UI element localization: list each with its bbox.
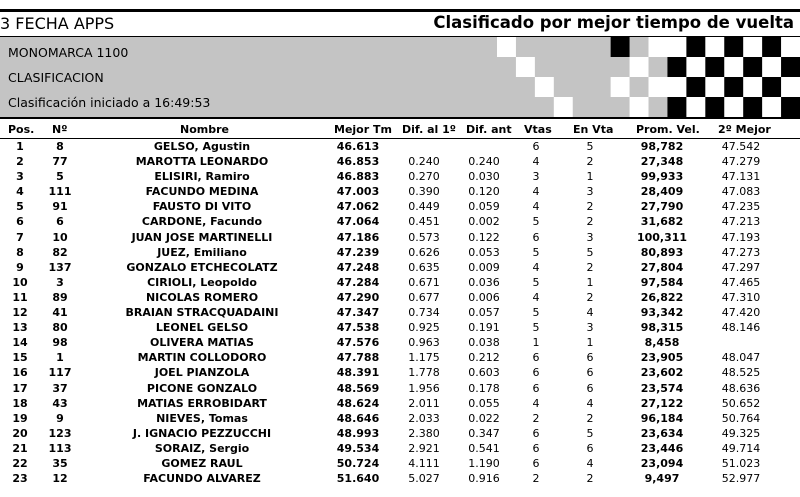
driver-name-cell: LEONEL GELSO xyxy=(155,321,249,335)
table-row xyxy=(0,290,800,305)
number-cell: 117 xyxy=(48,366,72,380)
table-row xyxy=(0,365,800,380)
avg-speed-cell: 99,933 xyxy=(640,170,684,184)
on-lap-cell: 6 xyxy=(586,441,594,455)
laps-cell: 4 xyxy=(532,200,540,214)
driver-name-cell: GONZALO ETCHECOLATZ xyxy=(126,260,278,274)
driver-name-cell: CIRIOLI, Leopoldo xyxy=(147,275,257,289)
diff-prev-cell: 0.603 xyxy=(468,366,500,380)
best-time-cell: 47.248 xyxy=(336,260,380,274)
driver-name-cell: JOEL PIANZOLA xyxy=(154,366,250,380)
laps-cell: 6 xyxy=(532,426,540,440)
on-lap-cell: 6 xyxy=(586,366,594,380)
col-on-lap: En Vta xyxy=(573,123,614,136)
table-row xyxy=(0,396,800,411)
diff-prev-cell: 0.191 xyxy=(468,321,500,335)
diff-prev-cell: 0.541 xyxy=(468,441,500,455)
diff-prev-cell: 0.059 xyxy=(468,200,500,214)
table-row xyxy=(0,456,800,471)
driver-name-cell: MATIAS ERROBIDART xyxy=(137,396,267,410)
laps-cell: 4 xyxy=(532,155,540,169)
on-lap-cell: 3 xyxy=(586,321,594,335)
best-time-cell: 48.993 xyxy=(336,426,380,440)
pos-cell: 2 xyxy=(16,155,24,169)
table-row xyxy=(0,305,800,320)
laps-cell: 2 xyxy=(532,411,540,425)
second-best-cell: 47.131 xyxy=(721,170,761,184)
second-best-cell: 47.297 xyxy=(721,260,761,274)
diff-first-cell: 0.677 xyxy=(408,290,440,304)
avg-speed-cell: 23,905 xyxy=(640,351,684,365)
diff-first-cell: 0.635 xyxy=(408,260,440,274)
number-cell: 35 xyxy=(52,456,68,470)
best-time-cell: 47.284 xyxy=(336,275,380,289)
second-best-cell: 47.420 xyxy=(721,306,761,320)
table-row xyxy=(0,245,800,260)
second-best-cell: 47.213 xyxy=(721,215,761,229)
driver-name-cell: GOMEZ RAUL xyxy=(161,456,243,470)
best-time-cell: 47.347 xyxy=(336,306,380,320)
diff-prev-cell: 0.009 xyxy=(468,260,500,274)
diff-first-cell: 1.778 xyxy=(408,366,440,380)
driver-name-cell: J. IGNACIO PEZZUCCHI xyxy=(132,426,272,440)
table-row xyxy=(0,426,800,441)
pos-cell: 22 xyxy=(12,456,28,470)
table-row xyxy=(0,139,800,154)
second-best-cell: 47.279 xyxy=(721,155,761,169)
pos-cell: 20 xyxy=(12,426,28,440)
pos-cell: 5 xyxy=(16,200,24,214)
second-best-cell: 49.714 xyxy=(721,441,761,455)
laps-cell: 5 xyxy=(532,321,540,335)
diff-first-cell: 2.011 xyxy=(408,396,440,410)
diff-prev-cell: 0.002 xyxy=(468,215,500,229)
second-best-cell: 47.235 xyxy=(721,200,761,214)
diff-first-cell: 0.671 xyxy=(408,275,440,289)
best-time-cell: 47.064 xyxy=(336,215,380,229)
table-row xyxy=(0,154,800,169)
laps-cell: 4 xyxy=(532,396,540,410)
avg-speed-cell: 97,584 xyxy=(640,275,684,289)
report-title: Clasificado por mejor tiempo de vuelta xyxy=(433,13,794,32)
diff-prev-cell: 0.055 xyxy=(468,396,500,410)
laps-cell: 6 xyxy=(532,456,540,470)
laps-cell: 2 xyxy=(532,472,540,486)
on-lap-cell: 5 xyxy=(586,140,594,153)
diff-first-cell: 5.027 xyxy=(408,472,440,486)
pos-cell: 15 xyxy=(12,351,28,365)
second-best-cell: 48.047 xyxy=(721,351,761,365)
best-time-cell: 47.788 xyxy=(336,351,380,365)
best-time-cell: 48.391 xyxy=(336,366,380,380)
number-cell: 6 xyxy=(56,215,64,229)
pos-cell: 17 xyxy=(12,381,28,395)
on-lap-cell: 5 xyxy=(586,245,594,259)
pos-cell: 12 xyxy=(12,306,28,320)
col-second-best: 2º Mejor xyxy=(718,123,771,136)
pos-cell: 23 xyxy=(12,472,28,486)
on-lap-cell: 4 xyxy=(586,396,594,410)
on-lap-cell: 2 xyxy=(586,411,594,425)
driver-name-cell: NIEVES, Tomas xyxy=(156,411,248,425)
pos-cell: 9 xyxy=(16,260,24,274)
number-cell: 111 xyxy=(48,185,72,199)
best-time-cell: 47.062 xyxy=(336,200,380,214)
on-lap-cell: 2 xyxy=(586,155,594,169)
diff-prev-cell: 0.030 xyxy=(468,170,500,184)
laps-cell: 3 xyxy=(532,170,540,184)
best-time-cell: 51.640 xyxy=(336,472,380,486)
on-lap-cell: 1 xyxy=(586,275,594,289)
diff-first-cell: 0.451 xyxy=(408,215,440,229)
diff-first-cell: 0.963 xyxy=(408,336,440,350)
driver-name-cell: FACUNDO ALVAREZ xyxy=(143,472,261,486)
second-best-cell: 48.146 xyxy=(721,321,761,335)
laps-cell: 6 xyxy=(532,381,540,395)
table-row xyxy=(0,169,800,184)
diff-prev-cell: 0.057 xyxy=(468,306,500,320)
category-label: MONOMARCA 1100 xyxy=(8,45,129,60)
on-lap-cell: 2 xyxy=(586,290,594,304)
avg-speed-cell: 100,311 xyxy=(636,230,688,244)
number-cell: 80 xyxy=(52,321,68,335)
on-lap-cell: 4 xyxy=(586,456,594,470)
diff-first-cell: 1.175 xyxy=(408,351,440,365)
diff-prev-cell: 0.916 xyxy=(468,472,500,486)
laps-cell: 5 xyxy=(532,245,540,259)
col-laps: Vtas xyxy=(524,123,552,136)
driver-name-cell: MAROTTA LEONARDO xyxy=(135,155,269,169)
avg-speed-cell: 23,446 xyxy=(640,441,684,455)
diff-first-cell: 0.240 xyxy=(408,155,440,169)
on-lap-cell: 5 xyxy=(586,426,594,440)
pos-cell: 8 xyxy=(16,245,24,259)
best-time-cell: 47.290 xyxy=(336,290,380,304)
avg-speed-cell: 96,184 xyxy=(640,411,684,425)
best-time-cell: 46.883 xyxy=(336,170,380,184)
avg-speed-cell: 27,122 xyxy=(640,396,684,410)
number-cell: 12 xyxy=(52,472,68,486)
driver-name-cell: ELISIRI, Ramiro xyxy=(154,170,250,184)
number-cell: 77 xyxy=(52,155,68,169)
diff-first-cell: 1.956 xyxy=(408,381,440,395)
avg-speed-cell: 27,790 xyxy=(640,200,684,214)
diff-prev-cell: 0.120 xyxy=(468,185,500,199)
avg-speed-cell: 28,409 xyxy=(640,185,684,199)
best-time-cell: 46.853 xyxy=(336,155,380,169)
avg-speed-cell: 23,634 xyxy=(640,426,684,440)
checkered-flag-icon xyxy=(497,37,800,117)
best-time-cell: 46.613 xyxy=(336,140,380,153)
second-best-cell: 47.465 xyxy=(721,275,761,289)
session-label: CLASIFICACION xyxy=(8,70,104,85)
diff-prev-cell: 0.022 xyxy=(468,411,500,425)
number-cell: 8 xyxy=(56,140,64,153)
diff-prev-cell: 0.212 xyxy=(468,351,500,365)
avg-speed-cell: 93,342 xyxy=(640,306,684,320)
driver-name-cell: GELSO, Agustin xyxy=(153,140,251,153)
best-time-cell: 48.569 xyxy=(336,381,380,395)
diff-prev-cell: 0.036 xyxy=(468,275,500,289)
laps-cell: 6 xyxy=(532,366,540,380)
number-cell: 10 xyxy=(52,230,68,244)
second-best-cell: 48.525 xyxy=(721,366,761,380)
diff-first-cell: 2.921 xyxy=(408,441,440,455)
on-lap-cell: 2 xyxy=(586,200,594,214)
pos-cell: 4 xyxy=(16,185,24,199)
avg-speed-cell: 31,682 xyxy=(640,215,684,229)
avg-speed-cell: 98,782 xyxy=(640,140,684,153)
diff-prev-cell: 0.053 xyxy=(468,245,500,259)
avg-speed-cell: 23,574 xyxy=(640,381,684,395)
table-row xyxy=(0,199,800,214)
number-cell: 89 xyxy=(52,290,68,304)
driver-name-cell: CARDONE, Facundo xyxy=(141,215,263,229)
col-diff-prev: Dif. ant xyxy=(466,123,512,136)
second-best-cell: 47.310 xyxy=(721,290,761,304)
number-cell: 5 xyxy=(56,170,64,184)
laps-cell: 5 xyxy=(532,275,540,289)
pos-cell: 1 xyxy=(16,140,24,153)
table-row xyxy=(0,471,800,486)
on-lap-cell: 2 xyxy=(586,215,594,229)
diff-prev-cell: 1.190 xyxy=(468,456,500,470)
best-time-cell: 47.538 xyxy=(336,321,380,335)
number-cell: 3 xyxy=(56,275,64,289)
laps-cell: 6 xyxy=(532,351,540,365)
laps-cell: 4 xyxy=(532,260,540,274)
laps-cell: 4 xyxy=(532,290,540,304)
driver-name-cell: SORAIZ, Sergio xyxy=(154,441,250,455)
table-row xyxy=(0,184,800,199)
avg-speed-cell: 80,893 xyxy=(640,245,684,259)
driver-name-cell: OLIVERA MATIAS xyxy=(150,336,254,350)
driver-name-cell: FAUSTO DI VITO xyxy=(152,200,252,214)
best-time-cell: 49.534 xyxy=(336,441,380,455)
diff-prev-cell: 0.240 xyxy=(468,155,500,169)
second-best-cell: 51.023 xyxy=(721,456,761,470)
best-time-cell: 47.003 xyxy=(336,185,380,199)
on-lap-cell: 4 xyxy=(586,306,594,320)
table-row xyxy=(0,411,800,426)
table-row xyxy=(0,320,800,335)
avg-speed-cell: 23,602 xyxy=(640,366,684,380)
number-cell: 98 xyxy=(52,336,68,350)
driver-name-cell: FACUNDO MEDINA xyxy=(145,185,259,199)
diff-first-cell: 0.573 xyxy=(408,230,440,244)
diff-first-cell: 0.390 xyxy=(408,185,440,199)
table-row xyxy=(0,381,800,396)
table-row xyxy=(0,350,800,365)
driver-name-cell: PICONE GONZALO xyxy=(146,381,258,395)
pos-cell: 21 xyxy=(12,441,28,455)
diff-first-cell: 4.111 xyxy=(408,456,440,470)
pos-cell: 7 xyxy=(16,230,24,244)
second-best-cell: 48.636 xyxy=(721,381,761,395)
table-row xyxy=(0,335,800,350)
on-lap-cell: 2 xyxy=(586,260,594,274)
pos-cell: 16 xyxy=(12,366,28,380)
on-lap-cell: 3 xyxy=(586,230,594,244)
second-best-cell: 50.764 xyxy=(721,411,761,425)
avg-speed-cell: 23,094 xyxy=(640,456,684,470)
number-cell: 1 xyxy=(56,351,64,365)
diff-prev-cell: 0.038 xyxy=(468,336,500,350)
laps-cell: 6 xyxy=(532,441,540,455)
driver-name-cell: JUAN JOSE MARTINELLI xyxy=(131,230,273,244)
second-best-cell: 50.652 xyxy=(721,396,761,410)
number-cell: 113 xyxy=(48,441,72,455)
on-lap-cell: 6 xyxy=(586,351,594,365)
number-cell: 82 xyxy=(52,245,68,259)
second-best-cell: 47.083 xyxy=(721,185,761,199)
avg-speed-cell: 98,315 xyxy=(640,321,684,335)
avg-speed-cell: 8,458 xyxy=(644,336,680,350)
diff-first-cell: 2.033 xyxy=(408,411,440,425)
col-avg-speed: Prom. Vel. xyxy=(636,123,700,136)
session-header xyxy=(0,36,800,119)
col-number: Nº xyxy=(52,123,68,136)
pos-cell: 11 xyxy=(12,290,28,304)
pos-cell: 3 xyxy=(16,170,24,184)
laps-cell: 1 xyxy=(532,336,540,350)
driver-name-cell: BRAIAN STRACQUADAINI xyxy=(125,306,279,320)
table-row xyxy=(0,214,800,229)
number-cell: 123 xyxy=(48,426,72,440)
number-cell: 43 xyxy=(52,396,68,410)
diff-prev-cell: 0.122 xyxy=(468,230,500,244)
best-time-cell: 48.646 xyxy=(336,411,380,425)
on-lap-cell: 1 xyxy=(586,170,594,184)
laps-cell: 6 xyxy=(532,230,540,244)
second-best-cell: 47.273 xyxy=(721,245,761,259)
driver-name-cell: MARTIN COLLODORO xyxy=(137,351,267,365)
pos-cell: 19 xyxy=(12,411,28,425)
diff-first-cell: 0.449 xyxy=(408,200,440,214)
laps-cell: 5 xyxy=(532,306,540,320)
session-start-label: Clasificación iniciado a 16:49:53 xyxy=(8,95,211,110)
pos-cell: 10 xyxy=(12,275,28,289)
best-time-cell: 50.724 xyxy=(336,456,380,470)
table-row xyxy=(0,441,800,456)
second-best-cell: 49.325 xyxy=(721,426,761,440)
pos-cell: 18 xyxy=(12,396,28,410)
diff-first-cell: 0.626 xyxy=(408,245,440,259)
best-time-cell: 47.186 xyxy=(336,230,380,244)
on-lap-cell: 1 xyxy=(586,336,594,350)
col-pos: Pos. xyxy=(8,123,35,136)
col-diff-first: Dif. al 1º xyxy=(402,123,456,136)
driver-name-cell: NICOLAS ROMERO xyxy=(145,290,259,304)
on-lap-cell: 3 xyxy=(586,185,594,199)
number-cell: 37 xyxy=(52,381,68,395)
number-cell: 41 xyxy=(52,306,68,320)
best-time-cell: 48.624 xyxy=(336,396,380,410)
number-cell: 137 xyxy=(48,260,72,274)
second-best-cell: 47.193 xyxy=(721,230,761,244)
laps-cell: 6 xyxy=(532,140,540,153)
diff-first-cell: 0.270 xyxy=(408,170,440,184)
avg-speed-cell: 27,348 xyxy=(640,155,684,169)
number-cell: 91 xyxy=(52,200,68,214)
pos-cell: 6 xyxy=(16,215,24,229)
event-title: 3 FECHA APPS xyxy=(0,14,115,33)
on-lap-cell: 2 xyxy=(586,472,594,486)
diff-prev-cell: 0.178 xyxy=(468,381,500,395)
diff-prev-cell: 0.006 xyxy=(468,290,500,304)
on-lap-cell: 6 xyxy=(586,381,594,395)
second-best-cell: 52.977 xyxy=(721,472,761,486)
best-time-cell: 47.239 xyxy=(336,245,380,259)
laps-cell: 4 xyxy=(532,185,540,199)
number-cell: 9 xyxy=(56,411,64,425)
diff-first-cell: 0.734 xyxy=(408,306,440,320)
laps-cell: 5 xyxy=(532,215,540,229)
results-table xyxy=(0,139,800,486)
diff-prev-cell: 0.347 xyxy=(468,426,500,440)
driver-name-cell: JUEZ, Emiliano xyxy=(157,245,247,259)
table-row xyxy=(0,260,800,275)
pos-cell: 13 xyxy=(12,321,28,335)
pos-cell: 14 xyxy=(12,336,28,350)
second-best-cell: 47.542 xyxy=(721,140,761,153)
diff-first-cell: 2.380 xyxy=(408,426,440,440)
col-name: Nombre xyxy=(180,123,229,136)
best-time-cell: 47.576 xyxy=(336,336,380,350)
avg-speed-cell: 9,497 xyxy=(644,472,680,486)
table-row xyxy=(0,230,800,245)
col-best-time: Mejor Tm xyxy=(334,123,392,136)
table-row xyxy=(0,275,800,290)
avg-speed-cell: 27,804 xyxy=(640,260,684,274)
avg-speed-cell: 26,822 xyxy=(640,290,684,304)
diff-first-cell: 0.925 xyxy=(408,321,440,335)
